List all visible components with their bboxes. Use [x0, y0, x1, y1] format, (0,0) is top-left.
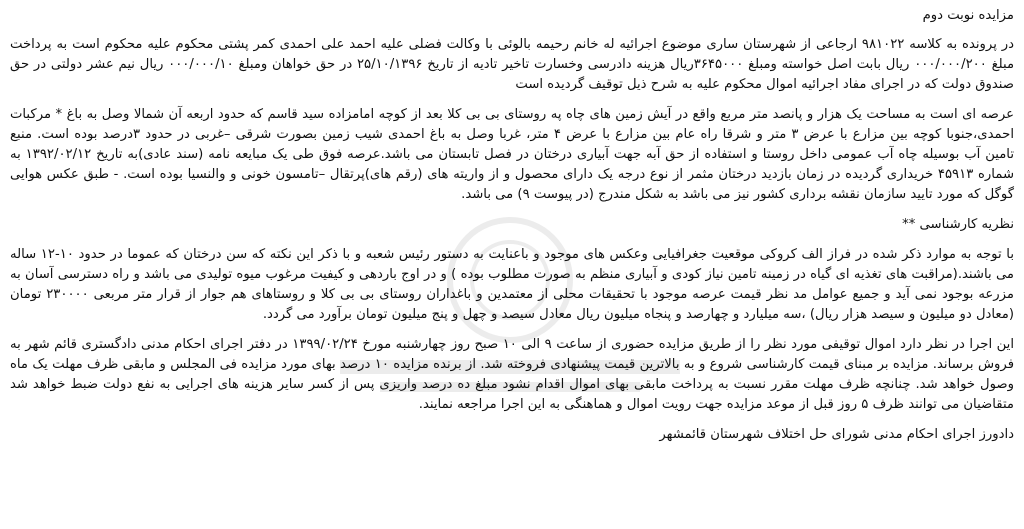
property-description-paragraph: عرصه ای است به مساحت یک هزار و پانصد متر مربع واقع در آیش زمین های چاه په روستای بی بی کلا بعد از کوچه امامزاده سید قاسم که حدود اربعه آن شمالا وصل به باغ * مرکبات احمدی،جنوبا کوچه بین مزارع با عرض ۳ متر و شرقا راه عام بین مزارع با عرض ۴ متر، غربا وصل به باغ احمدی شیب زمین بصورت شرقی –غربی در حدود ۳درصد بوده است. منبع تامین آب بوسیله چاه آب عمومی داخل روستا و استفاده از حق آبه جهت آبیاری درختان در فصل تابستان می باشد.عرصه فوق طی یک مبایعه نامه (سند عادی)به تاریخ ۱۳۹۲/۰۲/۱۲ به شماره ۴۵۹۱۳ خریداری گردیده در زمان بازدید درختان مثمر از نوع درجه یک دارای محصول و از واریته های (رقم های)پرتقال –تامسون خونی و والنسیا بوده است. - طبق عکس هوایی گوگل که مورد تایید سازمان نقشه برداری کشور نیز می باشد به شکل مندرج (در پیوست ۹) می باشد.	[10, 107, 1014, 202]
expert-opinion-heading: نظریه کارشناسی **	[902, 217, 1014, 232]
announcement-document	[10, 6, 1014, 445]
auction-details-paragraph: این اجرا در نظر دارد اموال توقیفی مورد نظر را از طریق مزایده حضوری از ساعت ۹ الی ۱۰ صبح روز چهارشنبه مورخ ۱۳۹۹/۰۲/۲۴ در دفتر اجرای احکام مدنی دادگستری قائم شهر به فروش برساند. مزایده بر مبنای قیمت کارشناسی شروع و به بالاترین قیمت پیشنهادی فروخته شد. از برنده مزایده ۱۰ درصد بهای مورد مزایده فی المجلس و مابقی ظرف مهلت یک ماه وصول خواهد شد. چنانچه ظرف مهلت مقرر نسبت به پرداخت مابقی بهای اموال اقدام نشود مبلغ ده درصد واریزی پس از کسر سایر هزینه های اجرایی به نفع دولت ضبط خواهد شد متقاضیان می توانند ظرف ۵ روز قبل از موعد مزایده جهت رویت اموال و هماهنگی به این اجرا مراجعه نمایند.	[10, 337, 1014, 412]
case-paragraph: در پرونده به کلاسه ۹۸۱۰۲۲ ارجاعی از شهرستان ساری موضوع اجرائیه له خانم رحیمه بالوئی با وکالت فضلی علیه احمد علی احمدی کمر پشتی محکوم علیه محکوم است به پرداخت مبلغ ۰۰۰/۰۰۰/۲۰۰ ریال بابت اصل خواسته ومبلغ ۳۶۴۵۰۰۰ریال هزینه دادرسی وخسارت تاخیر تادیه از تاریخ ۲۵/۱۰/۱۳۹۶ در حق خواهان ومبلغ ۰۰۰/۰۰۰/۱۰ ریال نیم عشر دولتی در حق صندوق دولت که در اجرای مفاد اجرائیه اموال محکوم علیه به شرح ذیل توقیف گردیده است	[10, 37, 1015, 92]
expert-opinion-paragraph: با توجه به موارد ذکر شده در فراز الف کروکی موقعیت جغرافیایی وعکس های موجود و باعنایت به دستور رئیس شعبه و با ذکر این نکته که سن درختان که عموما در حدود ۱۰-۱۲ ساله می باشند.(مراقبت های تغذیه ای گیاه در زمینه تامین نیاز کودی و آبیاری منظم به صورت مطلوب بوده ) و در اوج باردهی و کیفیت مرغوب میوه تولیدی می باشد و راه دسترسی آسان به مزرعه بوجود نمی آید و جمیع عوامل مد نظر قیمت عرصه موجود با تحقیقات محلی از معتمدین و باغداران روستای بی بی کلا و روستاهای هم جوار از قرار متر مربعی ۲۳۰۰۰۰ تومان (معادل دو میلیون و سیصد هزار ریال) ،سه میلیارد و چهارصد و پنجاه میلیون ریال معادل سیصد و چهل و پنج میلیون تومان برآورد می گردد.	[10, 247, 1014, 322]
signature-line: دادورز اجرای احکام مدنی شورای حل اختلاف شهرستان قائمشهر	[659, 427, 1014, 442]
document-title: مزایده نوبت دوم	[922, 8, 1014, 23]
